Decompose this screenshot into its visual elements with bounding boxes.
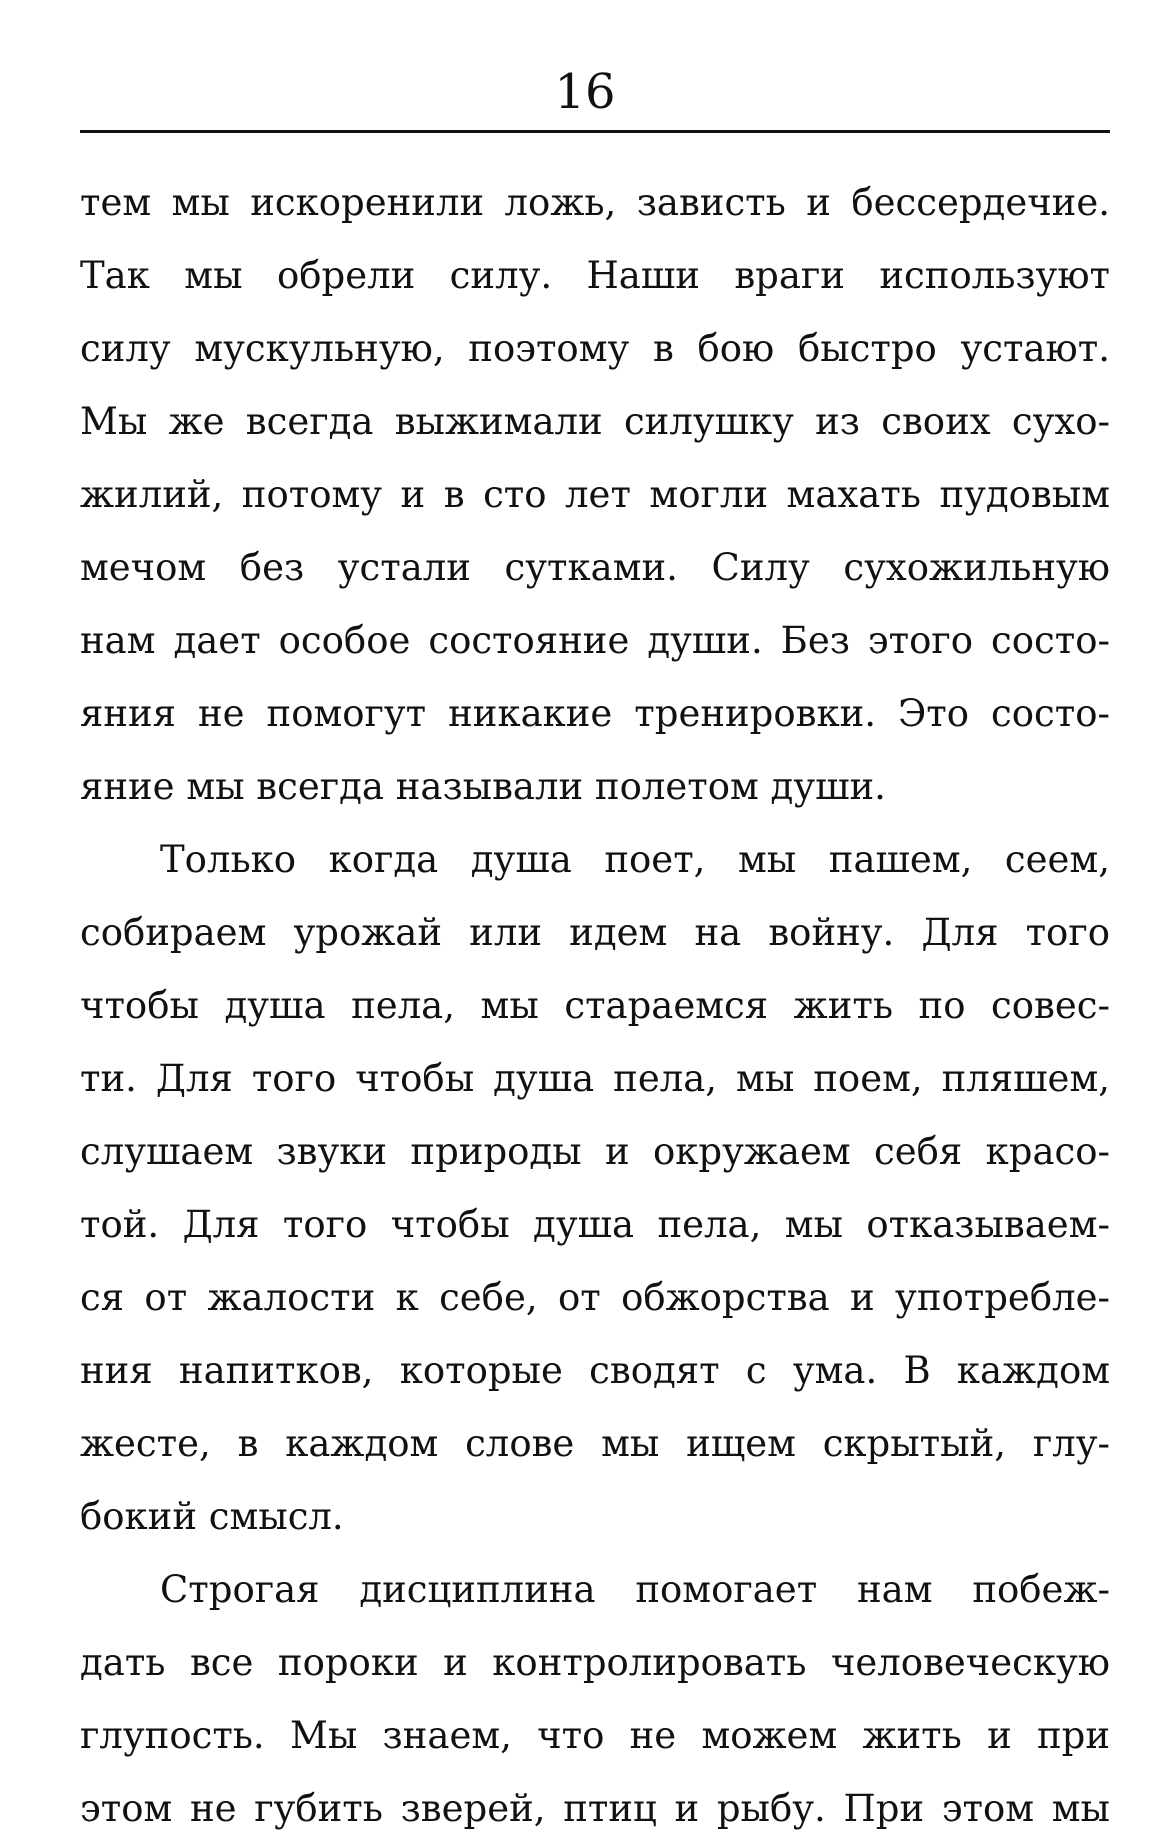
text-line: той. Для того чтобы душа пела, мы отказываем-	[80, 1203, 1110, 1246]
text-line: жилий, потому и в сто лет могли махать пудовым	[80, 473, 1110, 516]
text-line: дать все пороки и контролировать человеческую	[80, 1641, 1110, 1684]
text-line: тем мы искоренили ложь, зависть и бессердечие.	[80, 181, 1110, 224]
paragraph	[80, 166, 1110, 823]
header-rule	[80, 130, 1110, 133]
text-line: этом не губить зверей, птиц и рыбу. При этом мы	[80, 1787, 1110, 1830]
text-line: яния не помогут никакие тренировки. Это состо-	[80, 692, 1110, 735]
text-line: ти. Для того чтобы душа пела, мы поем, пляшем,	[80, 1057, 1110, 1100]
text-line: глупость. Мы знаем, что не можем жить и при	[80, 1714, 1110, 1757]
text-line: Мы же всегда выжимали силушку из своих сухо-	[80, 400, 1110, 443]
text-line: Только когда душа поет, мы пашем, сеем,	[160, 838, 1110, 881]
text-line: яние мы всегда называли полетом души.	[80, 765, 886, 808]
paragraph	[80, 823, 1110, 1553]
text-line: мечом без устали сутками. Силу сухожильную	[80, 546, 1110, 589]
text-line: жесте, в каждом слове мы ищем скрытый, глу-	[80, 1422, 1110, 1465]
text-line: слушаем звуки природы и окружаем себя красо-	[80, 1130, 1110, 1173]
text-line: бокий смысл.	[80, 1495, 344, 1538]
body-text	[80, 166, 1110, 1845]
page-number: 16	[554, 64, 616, 120]
text-line: собираем урожай или идем на войну. Для того	[80, 911, 1110, 954]
text-line: ся от жалости к себе, от обжорства и употребле-	[80, 1276, 1110, 1319]
text-line: Строгая дисциплина помогает нам побеж-	[160, 1568, 1110, 1611]
text-line: нам дает особое состояние души. Без этого состо-	[80, 619, 1110, 662]
text-line: силу мускульную, поэтому в бою быстро устают.	[80, 327, 1110, 370]
text-line: Так мы обрели силу. Наши враги используют	[80, 254, 1110, 297]
text-line: чтобы душа пела, мы стараемся жить по совес-	[80, 984, 1110, 1027]
text-line: ния напитков, которые сводят с ума. В каждом	[80, 1349, 1110, 1392]
paragraph	[80, 1553, 1110, 1845]
